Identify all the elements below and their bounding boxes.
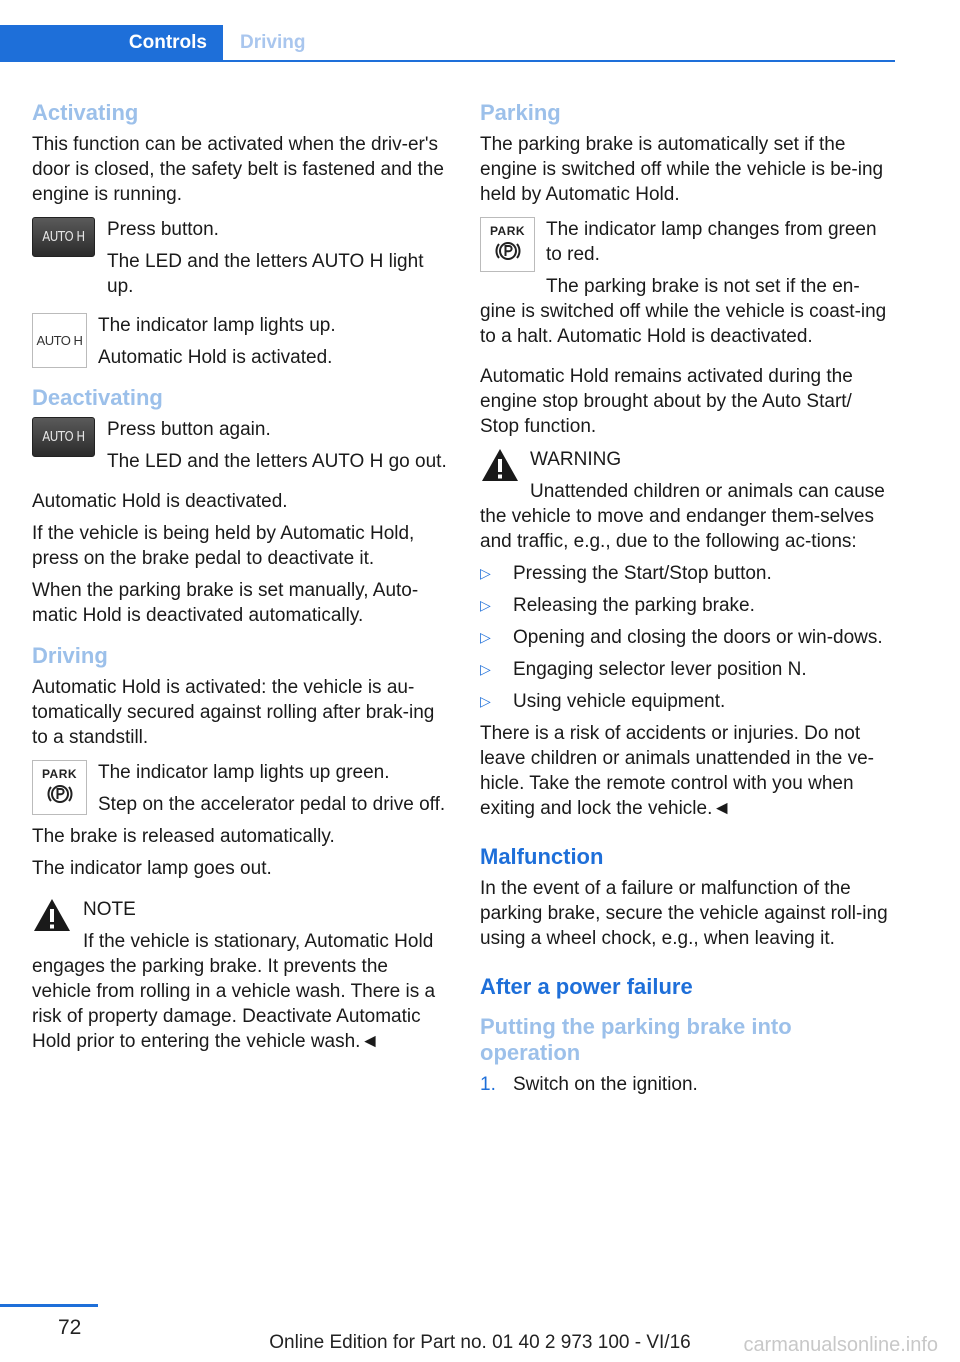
parking-lamp-2: The parking brake is not set if the en-gine is switched off while the vehicle is coast-ing to a halt. Automatic Hold is deactivated. <box>480 276 887 347</box>
list-item: ▷ Opening and closing the doors or win-dows. <box>480 627 883 648</box>
footer-rule <box>0 1304 98 1307</box>
activating-step-1: Press button. <box>107 219 219 240</box>
auto-h-indicator-icon: AUTO H <box>32 313 87 368</box>
list-item: ▷ Engaging selector lever position N. <box>480 659 807 680</box>
driving-intro: Automatic Hold is activated: the vehicle is au-tomatically secured against rolling after brak-ing to a standstill. <box>32 677 435 748</box>
warning-list <box>480 561 895 714</box>
driving-p1: The brake is released automatically. <box>32 826 335 847</box>
triangle-bullet-icon: ▷ <box>480 693 491 709</box>
deactivating-button-block <box>32 417 447 477</box>
activating-lamp-block <box>32 313 447 373</box>
park-indicator-icon <box>32 760 87 815</box>
triangle-bullet-icon: ▷ <box>480 597 491 613</box>
activating-lamp-2: Automatic Hold is activated. <box>98 347 333 368</box>
heading-parking: Parking <box>480 100 561 125</box>
warning-outro: There is a risk of accidents or injuries. Do not leave children or animals unattended in the ve-hicle. Take the remote control with you when exiting and lock the vehicle.◄ <box>480 723 874 819</box>
triangle-bullet-icon: ▷ <box>480 661 491 677</box>
driving-lamp-2: Step on the accelerator pedal to drive off. <box>98 794 446 815</box>
watermark: carmanualsonline.info <box>743 1334 938 1356</box>
chapter-tabs <box>0 25 895 62</box>
list-item: ▷ Releasing the parking brake. <box>480 595 755 616</box>
note-title: NOTE <box>83 899 136 920</box>
warning-block <box>480 447 895 554</box>
heading-power-failure: After a power failure <box>480 974 693 999</box>
heading-parking-brake-operation: Putting the parking brake into operation <box>480 1014 792 1065</box>
tab-controls[interactable]: Controls <box>0 25 223 60</box>
note-text: If the vehicle is stationary, Automatic Hold engages the parking brake. It prevents the vehicle from rolling in a vehicle wash. There is a risk of property damage. Deactivate Automatic Hold prior to entering the vehicle wash.◄ <box>32 931 436 1052</box>
park-indicator-label: PARK <box>41 767 78 781</box>
deactivating-step-2: The LED and the letters AUTO H go out. <box>107 451 447 472</box>
right-column <box>480 100 895 1097</box>
driving-lamp-block <box>32 760 447 820</box>
parking-lamp-block <box>480 217 895 349</box>
warning-text: Unattended children or animals can cause the vehicle to move and endanger them-selves and traffic, e.g., due to the following ac-tions: <box>480 481 885 552</box>
heading-driving: Driving <box>32 643 108 668</box>
activating-step-2: The LED and the letters AUTO H light up. <box>107 251 424 297</box>
warning-triangle-icon <box>480 447 520 483</box>
list-item: ▷ Pressing the Start/Stop button. <box>480 563 772 584</box>
tab-driving[interactable]: Driving <box>240 31 306 53</box>
parking-intro: The parking brake is automatically set if the engine is switched off while the vehicle is be-ing held by Automatic Hold. <box>480 134 884 205</box>
malfunction-text: In the event of a failure or malfunction of the parking brake, secure the vehicle against roll-ing using a wheel chock, e.g., when leaving it. <box>480 878 888 949</box>
auto-h-button-icon: AUTO H <box>32 217 95 257</box>
step-number: 1. <box>480 1074 496 1095</box>
activating-intro: This function can be activated when the driv-er's door is closed, the safety belt is fastened and the engine is running. <box>32 134 444 205</box>
activating-button-block <box>32 217 447 299</box>
parking-brake-symbol-icon <box>495 238 521 264</box>
parking-brake-symbol-icon <box>47 781 73 807</box>
parking-p1: Automatic Hold remains activated during the engine stop brought about by the Auto Start/ Stop function. <box>480 366 853 437</box>
triangle-bullet-icon: ▷ <box>480 565 491 581</box>
auto-h-button-icon: AUTO H <box>32 417 95 457</box>
deactivating-p1: Automatic Hold is deactivated. <box>32 491 288 512</box>
heading-activating: Activating <box>32 100 139 125</box>
edition-text: Online Edition for Part no. 01 40 2 973 100 - VI/16 <box>269 1332 691 1353</box>
list-item: ▷ Using vehicle equipment. <box>480 691 726 712</box>
left-column <box>32 100 447 1061</box>
heading-deactivating: Deactivating <box>32 385 163 410</box>
activating-lamp-1: The indicator lamp lights up. <box>98 315 336 336</box>
park-indicator-label: PARK <box>489 224 526 238</box>
driving-p2: The indicator lamp goes out. <box>32 858 272 879</box>
page-number: 72 <box>58 1316 82 1339</box>
header-rule <box>0 60 895 62</box>
driving-lamp-1: The indicator lamp lights up green. <box>98 762 390 783</box>
note-block <box>32 897 447 1054</box>
park-indicator-icon <box>480 217 535 272</box>
warning-triangle-icon <box>32 897 72 933</box>
deactivating-p3: When the parking brake is set manually, Auto-matic Hold is deactivated automatically. <box>32 580 419 626</box>
parking-lamp-1: The indicator lamp changes from green to red. <box>546 219 877 265</box>
power-steps <box>480 1072 895 1097</box>
heading-malfunction: Malfunction <box>480 844 604 869</box>
triangle-bullet-icon: ▷ <box>480 629 491 645</box>
deactivating-p2: If the vehicle is being held by Automatic Hold, press on the brake pedal to deactivate it. <box>32 523 415 569</box>
deactivating-step-1: Press button again. <box>107 419 271 440</box>
warning-title: WARNING <box>530 449 622 470</box>
list-item: 1. Switch on the ignition. <box>480 1074 698 1095</box>
